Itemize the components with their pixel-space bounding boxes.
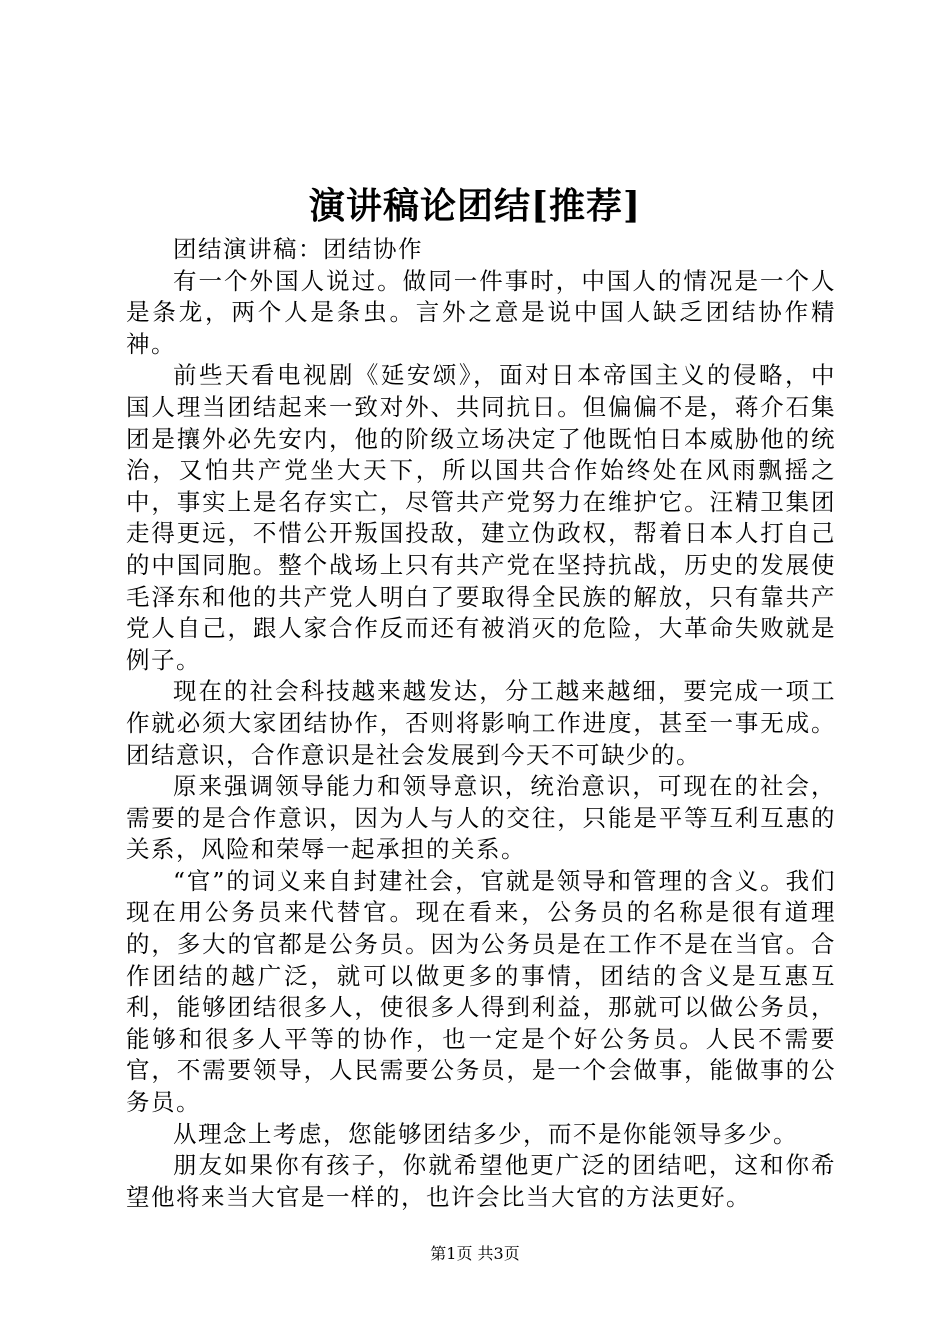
paragraph: 原来强调领导能力和领导意识，统治意识，可现在的社会，需要的是合作意识，因为人与人的交往，只能是平等互利互惠的关系，风险和荣辱一起承担的关系。: [126, 772, 836, 864]
page-number-footer: 第1页 共3页: [430, 1244, 520, 1263]
paragraph: 从理念上考虑，您能够团结多少，而不是你能领导多少。: [173, 1119, 798, 1148]
document-title: 演讲稿论团结[推荐]: [308, 185, 642, 227]
paragraph: “官”的词义来自封建社会，官就是领导和管理的含义。我们现在用公务员来代替官。现在看来，公务员的名称是很有道理的，多大的官都是公务员。因为公务员是在工作不是在当官。合作团结的越广泛，就可以做更多的事情，团结的含义是互惠互利，能够团结很多人，使很多人得到利益，那就可以做公务员，能够和很多人平等的协作，也一定是个好公务员。人民不需要官，不需要领导，人民需要公务员，是一个会做事，能做事的公务员。: [126, 866, 836, 1117]
paragraph: 前些天看电视剧《延安颂》，面对日本帝国主义的侵略，中国人理当团结起来一致对外、共同抗日。但偏偏不是，蒋介石集团是攘外必先安内，他的阶级立场决定了他既怕日本威胁他的统治，又怕共产党坐大天下，所以国共合作始终处在风雨飘摇之中，事实上是名存实亡，尽管共产党努力在维护它。汪精卫集团走得更远，不惜公开叛国投敌，建立伪政权，帮着日本人打自己的中国同胞。整个战场上只有共产党在坚持抗战，历史的发展使毛泽东和他的共产党人明白了要取得全民族的解放，只有靠共产党人自己，跟人家合作反而还有被消灭的危险，大革命失败就是例子。: [126, 361, 836, 674]
document-body: [126, 234, 836, 1213]
paragraph-subtitle: 团结演讲稿：团结协作: [173, 235, 423, 263]
paragraph: 朋友如果你有孩子，你就希望他更广泛的团结吧，这和你希望他将来当大官是一样的，也许会比当大官的方法更好。: [126, 1151, 836, 1211]
paragraph: 现在的社会科技越来越发达，分工越来越细，要完成一项工作就必须大家团结协作，否则将影响工作进度，甚至一事无成。团结意识，合作意识是社会发展到今天不可缺少的。: [126, 677, 836, 769]
paragraph: 有一个外国人说过。做同一件事时，中国人的情况是一个人是条龙，两个人是条虫。言外之意是说中国人缺乏团结协作精神。: [126, 266, 836, 358]
